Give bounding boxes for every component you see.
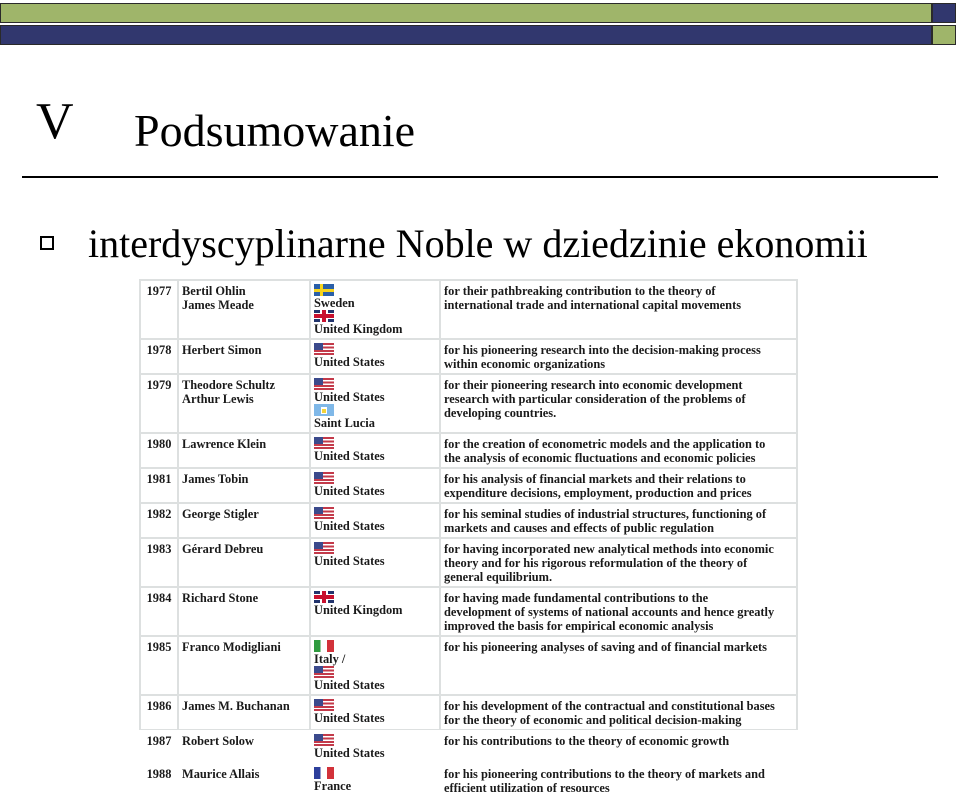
prize-motivation-line: within economic organizations	[444, 357, 606, 371]
country-cell	[311, 637, 439, 694]
table-row	[141, 375, 796, 432]
us-flag-icon	[314, 734, 334, 746]
year-cell: 1984	[141, 588, 177, 635]
prize-motivation-cell	[441, 637, 796, 694]
table-row	[141, 469, 796, 502]
prize-motivation-line: general equilibrium.	[444, 570, 553, 584]
laureate-name-cell	[179, 281, 309, 338]
country-entry	[314, 404, 436, 430]
country-name: Saint Lucia	[314, 416, 375, 430]
country-name: United States	[314, 484, 385, 498]
prize-motivation-line: for the creation of econometric models and the application to	[444, 437, 766, 451]
country-name: United Kingdom	[314, 322, 403, 336]
prize-motivation-line: for his pioneering research into the decision-making process	[444, 343, 761, 357]
laureate-name-cell	[179, 504, 309, 537]
laureate-name: Franco Modigliani	[182, 640, 281, 654]
laureate-name-cell	[179, 375, 309, 432]
table-row	[141, 764, 796, 797]
us-flag-icon	[314, 666, 334, 678]
year-cell: 1985	[141, 637, 177, 694]
country-entry	[314, 310, 436, 336]
country-cell	[311, 504, 439, 537]
country-entry	[314, 378, 436, 404]
table-row	[141, 696, 796, 729]
prize-motivation-line: for having made fundamental contributions to the	[444, 591, 709, 605]
prize-motivation-line: the analysis of economic fluctuations and economic policies	[444, 451, 756, 465]
year-cell: 1977	[141, 281, 177, 338]
prize-motivation-cell	[441, 469, 796, 502]
country-entry	[314, 640, 436, 666]
prize-motivation-line: development of systems of national accounts and hence greatly	[444, 605, 775, 619]
prize-motivation-cell	[441, 504, 796, 537]
bullet-text: interdyscyplinarne Noble w dziedzinie ekonomii	[88, 221, 868, 266]
country-cell	[311, 469, 439, 502]
country-name: United Kingdom	[314, 603, 403, 617]
laureate-name-cell	[179, 764, 309, 797]
table-row	[141, 588, 796, 635]
country-name: United States	[314, 711, 385, 725]
prize-motivation-line: for his pioneering contributions to the theory of markets and	[444, 767, 765, 781]
table-row	[141, 637, 796, 694]
country-cell	[311, 696, 439, 729]
table-row	[141, 539, 796, 586]
laureate-name-cell	[179, 539, 309, 586]
us-flag-icon	[314, 699, 334, 711]
header-decoration-bar	[0, 0, 960, 46]
gb-flag-icon	[314, 310, 334, 322]
lc-flag-icon	[314, 404, 334, 416]
laureate-name: Arthur Lewis	[182, 392, 254, 406]
country-entry	[314, 542, 436, 568]
laureate-name: James Tobin	[182, 472, 249, 486]
laureate-name-cell	[179, 696, 309, 729]
country-name: United States	[314, 554, 385, 568]
table-row	[141, 731, 796, 762]
country-cell	[311, 764, 439, 797]
country-name: France	[314, 779, 352, 793]
page-title: Podsumowanie	[134, 105, 416, 156]
us-flag-icon	[314, 542, 334, 554]
header-bar-green-square	[932, 25, 956, 45]
prize-motivation-line: efficient utilization of resources	[444, 781, 610, 795]
header-bar-green-segment	[0, 3, 932, 23]
year-cell: 1983	[141, 539, 177, 586]
country-name: United States	[314, 390, 385, 404]
prize-motivation-line: research with particular consideration of the problems of	[444, 392, 746, 406]
us-flag-icon	[314, 378, 334, 390]
country-name: United States	[314, 746, 385, 760]
country-entry	[314, 472, 436, 498]
laureate-name: Gérard Debreu	[182, 542, 264, 556]
table-row	[141, 504, 796, 537]
country-entry	[314, 343, 436, 369]
header-bar-navy-square	[932, 3, 956, 23]
year-cell: 1978	[141, 340, 177, 373]
country-entry	[314, 507, 436, 533]
country-cell	[311, 731, 439, 762]
laureate-name: Maurice Allais	[182, 767, 260, 781]
table-row	[141, 434, 796, 467]
laureate-name-cell	[179, 434, 309, 467]
table-row	[141, 340, 796, 373]
country-entry	[314, 437, 436, 463]
prize-motivation-cell	[441, 434, 796, 467]
it-flag-icon	[314, 640, 334, 652]
header-bar-navy-segment	[0, 25, 932, 45]
country-cell	[311, 588, 439, 635]
country-entry	[314, 284, 436, 310]
country-cell	[311, 340, 439, 373]
laureate-name: James M. Buchanan	[182, 699, 290, 713]
laureate-name-cell	[179, 731, 309, 762]
prize-motivation-line: expenditure decisions, employment, production and prices	[444, 486, 752, 500]
country-entry	[314, 767, 436, 793]
country-name: United States	[314, 678, 385, 692]
country-entry	[314, 591, 436, 617]
table-row	[141, 281, 796, 338]
prize-motivation-cell	[441, 588, 796, 635]
country-cell	[311, 434, 439, 467]
fr-flag-icon	[314, 767, 334, 779]
prize-motivation-line: for his pioneering analyses of saving and of financial markets	[444, 640, 767, 654]
title-divider	[22, 176, 938, 178]
laureate-name-cell	[179, 469, 309, 502]
section-number: V	[36, 93, 74, 150]
prize-motivation-line: international trade and international capital movements	[444, 298, 742, 312]
prize-motivation-line: for his analysis of financial markets and their relations to	[444, 472, 746, 486]
country-cell	[311, 375, 439, 432]
year-cell: 1982	[141, 504, 177, 537]
country-name: United States	[314, 355, 385, 369]
laureate-name-cell	[179, 588, 309, 635]
year-cell: 1988	[141, 764, 177, 797]
country-entry	[314, 734, 436, 760]
prize-motivation-line: for his seminal studies of industrial structures, functioning of	[444, 507, 767, 521]
us-flag-icon	[314, 507, 334, 519]
nobel-laureates-table	[139, 279, 798, 799]
hollow-square-bullet-icon	[40, 236, 54, 250]
laureate-name-cell	[179, 637, 309, 694]
laureate-name: Lawrence Klein	[182, 437, 267, 451]
country-cell	[311, 539, 439, 586]
prize-motivation-line: theory and for his rigorous reformulation of the theory of	[444, 556, 748, 570]
nobel-laureates-table-image	[139, 279, 798, 795]
laureate-name: Robert Solow	[182, 734, 254, 748]
prize-motivation-line: for the theory of economic and political decision-making	[444, 713, 742, 727]
prize-motivation-line: developing countries.	[444, 406, 557, 420]
year-cell: 1987	[141, 731, 177, 762]
laureate-name: Theodore Schultz	[182, 378, 276, 392]
laureate-name-cell	[179, 340, 309, 373]
year-cell: 1986	[141, 696, 177, 729]
country-name: Sweden	[314, 296, 355, 310]
se-flag-icon	[314, 284, 334, 296]
prize-motivation-cell	[441, 281, 796, 338]
prize-motivation-cell	[441, 731, 796, 762]
country-entry	[314, 666, 436, 692]
prize-motivation-line: for his development of the contractual and constitutional bases	[444, 699, 775, 713]
us-flag-icon	[314, 472, 334, 484]
prize-motivation-cell	[441, 696, 796, 729]
country-entry	[314, 699, 436, 725]
prize-motivation-cell	[441, 764, 796, 797]
us-flag-icon	[314, 437, 334, 449]
header-bar-bottom-row	[0, 25, 956, 45]
laureate-name: Bertil Ohlin	[182, 284, 246, 298]
prize-motivation-line: for their pioneering research into economic development	[444, 378, 743, 392]
gb-flag-icon	[314, 591, 334, 603]
country-name: United States	[314, 449, 385, 463]
prize-motivation-cell	[441, 340, 796, 373]
country-name: Italy /	[314, 652, 346, 666]
prize-motivation-line: for his contributions to the theory of economic growth	[444, 734, 730, 748]
prize-motivation-line: for their pathbreaking contribution to the theory of	[444, 284, 716, 298]
year-cell: 1980	[141, 434, 177, 467]
laureate-name: Herbert Simon	[182, 343, 262, 357]
prize-motivation-line: for having incorporated new analytical methods into economic	[444, 542, 774, 556]
country-name: United States	[314, 519, 385, 533]
laureate-name: George Stigler	[182, 507, 259, 521]
laureate-name: Richard Stone	[182, 591, 259, 605]
prize-motivation-cell	[441, 375, 796, 432]
prize-motivation-cell	[441, 539, 796, 586]
country-cell	[311, 281, 439, 338]
header-bar-top-row	[0, 3, 956, 23]
laureate-name: James Meade	[182, 298, 254, 312]
year-cell: 1979	[141, 375, 177, 432]
year-cell: 1981	[141, 469, 177, 502]
prize-motivation-line: markets and causes and effects of public regulation	[444, 521, 714, 535]
prize-motivation-line: improved the basis for empirical economic analysis	[444, 619, 714, 633]
us-flag-icon	[314, 343, 334, 355]
